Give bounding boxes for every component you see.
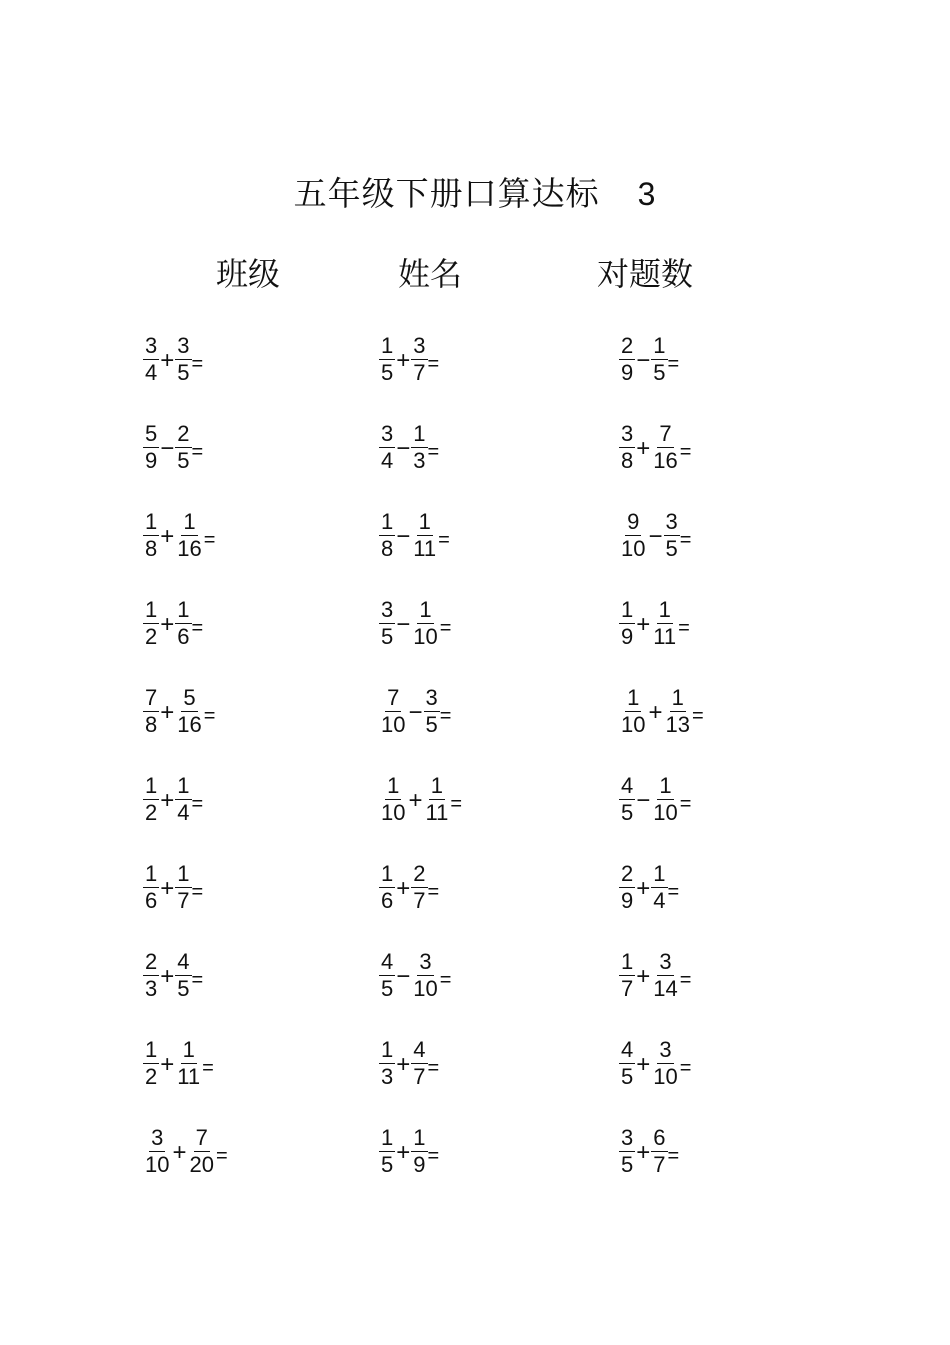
left-fraction xyxy=(379,509,395,562)
left-fraction xyxy=(143,949,159,1002)
right-fraction xyxy=(651,421,679,474)
left-denominator: 3 xyxy=(145,976,158,1001)
equals-sign: = xyxy=(427,441,440,463)
left-denominator: 6 xyxy=(381,888,394,913)
left-fraction xyxy=(379,685,407,738)
right-fraction xyxy=(651,1037,679,1090)
right-fraction xyxy=(651,861,667,914)
right-fraction xyxy=(651,597,678,650)
problem-c2-r2 xyxy=(379,421,439,474)
left-denominator: 5 xyxy=(381,1152,394,1177)
right-fraction xyxy=(411,949,439,1002)
equals-sign: = xyxy=(679,969,692,991)
right-numerator: 3 xyxy=(419,949,432,974)
right-denominator: 7 xyxy=(653,1152,666,1177)
operator: + xyxy=(172,1138,187,1166)
left-fraction xyxy=(379,949,395,1002)
left-numerator: 7 xyxy=(387,685,400,710)
right-fraction xyxy=(175,685,203,738)
right-denominator: 3 xyxy=(413,448,426,473)
left-numerator: 1 xyxy=(627,685,640,710)
left-numerator: 1 xyxy=(145,509,158,534)
right-denominator: 20 xyxy=(189,1152,214,1177)
operator: − xyxy=(396,522,411,550)
problem-c2-r3 xyxy=(379,509,450,562)
right-fraction xyxy=(175,773,191,826)
equals-sign: = xyxy=(427,881,440,903)
left-fraction xyxy=(619,1037,635,1090)
equals-sign: = xyxy=(191,881,204,903)
right-fraction xyxy=(175,333,191,386)
equals-sign: = xyxy=(427,1057,440,1079)
right-numerator: 1 xyxy=(653,861,666,886)
problem-c1-r7 xyxy=(143,861,203,914)
operator: + xyxy=(636,962,651,990)
left-fraction xyxy=(379,597,395,650)
right-numerator: 1 xyxy=(430,773,444,798)
left-denominator: 5 xyxy=(621,800,634,825)
operator: + xyxy=(160,874,175,902)
left-denominator: 10 xyxy=(621,712,646,737)
operator: + xyxy=(396,1138,411,1166)
operator: + xyxy=(648,698,663,726)
left-numerator: 1 xyxy=(381,861,394,886)
left-numerator: 4 xyxy=(381,949,394,974)
left-numerator: 1 xyxy=(145,773,158,798)
equals-sign: = xyxy=(679,441,692,463)
left-numerator: 1 xyxy=(381,1125,394,1150)
equals-sign: = xyxy=(191,353,204,375)
problem-c2-r8 xyxy=(379,949,451,1002)
right-numerator: 1 xyxy=(659,773,672,798)
left-fraction xyxy=(619,773,635,826)
left-numerator: 2 xyxy=(621,861,634,886)
right-denominator: 14 xyxy=(653,976,678,1001)
left-numerator: 1 xyxy=(387,773,400,798)
left-numerator: 1 xyxy=(145,597,158,622)
left-fraction xyxy=(143,509,159,562)
operator: + xyxy=(408,786,423,814)
right-fraction xyxy=(411,861,427,914)
left-numerator: 1 xyxy=(145,861,158,886)
left-numerator: 2 xyxy=(621,333,634,358)
left-numerator: 4 xyxy=(621,773,634,798)
left-denominator: 7 xyxy=(621,976,634,1001)
right-denominator: 10 xyxy=(653,1064,678,1089)
problem-c3-r2 xyxy=(619,421,691,474)
problem-c2-r5 xyxy=(379,685,451,738)
problem-c1-r1 xyxy=(143,333,203,386)
right-denominator: 10 xyxy=(413,976,438,1001)
equals-sign: = xyxy=(667,353,680,375)
right-fraction xyxy=(651,333,667,386)
operator: − xyxy=(636,346,651,374)
left-denominator: 5 xyxy=(381,360,394,385)
left-fraction xyxy=(379,861,395,914)
problem-c2-r10 xyxy=(379,1125,439,1178)
class-label: 班级 xyxy=(216,255,281,293)
operator: − xyxy=(648,522,663,550)
problem-c2-r9 xyxy=(379,1037,439,1090)
left-numerator: 3 xyxy=(145,333,158,358)
right-fraction xyxy=(424,773,451,826)
problem-c1-r6 xyxy=(143,773,203,826)
problem-c2-r6 xyxy=(379,773,462,826)
equals-sign: = xyxy=(667,1145,680,1167)
right-numerator: 4 xyxy=(413,1037,426,1062)
left-fraction xyxy=(619,421,635,474)
problem-c2-r1 xyxy=(379,333,439,386)
left-denominator: 9 xyxy=(621,360,634,385)
left-numerator: 3 xyxy=(381,597,394,622)
operator: − xyxy=(160,434,175,462)
operator: + xyxy=(160,1050,175,1078)
right-denominator: 16 xyxy=(177,536,202,561)
left-denominator: 10 xyxy=(145,1152,170,1177)
right-fraction xyxy=(651,1125,667,1178)
left-numerator: 1 xyxy=(621,597,634,622)
equals-sign: = xyxy=(679,793,692,815)
right-numerator: 1 xyxy=(182,1037,195,1062)
right-denominator: 10 xyxy=(653,800,678,825)
left-fraction xyxy=(379,333,395,386)
right-numerator: 7 xyxy=(659,421,672,446)
problem-c3-r7 xyxy=(619,861,679,914)
problem-c2-r7 xyxy=(379,861,439,914)
equals-sign: = xyxy=(191,441,204,463)
left-numerator: 4 xyxy=(621,1037,634,1062)
left-denominator: 8 xyxy=(381,536,394,561)
right-denominator: 11 xyxy=(653,624,677,649)
right-denominator: 11 xyxy=(177,1064,201,1089)
equals-sign: = xyxy=(427,1145,440,1167)
right-numerator: 2 xyxy=(177,421,190,446)
right-denominator: 10 xyxy=(413,624,438,649)
left-denominator: 5 xyxy=(621,1064,634,1089)
left-fraction xyxy=(619,685,647,738)
right-denominator: 16 xyxy=(653,448,678,473)
left-numerator: 1 xyxy=(381,1037,394,1062)
right-denominator: 11 xyxy=(425,800,449,825)
equals-sign: = xyxy=(191,793,204,815)
left-denominator: 10 xyxy=(621,536,646,561)
right-denominator: 5 xyxy=(177,360,190,385)
equals-sign: = xyxy=(439,617,452,639)
left-denominator: 8 xyxy=(145,536,158,561)
right-fraction xyxy=(175,509,203,562)
left-denominator: 2 xyxy=(145,624,158,649)
right-numerator: 1 xyxy=(413,1125,426,1150)
right-numerator: 5 xyxy=(183,685,196,710)
right-numerator: 3 xyxy=(177,333,190,358)
right-numerator: 4 xyxy=(177,949,190,974)
right-denominator: 13 xyxy=(665,712,690,737)
right-denominator: 5 xyxy=(665,536,678,561)
right-numerator: 3 xyxy=(659,1037,672,1062)
left-denominator: 10 xyxy=(381,712,406,737)
right-fraction xyxy=(411,509,438,562)
operator: − xyxy=(396,962,411,990)
right-numerator: 1 xyxy=(658,597,671,622)
equals-sign: = xyxy=(667,881,680,903)
operator: + xyxy=(396,1050,411,1078)
left-fraction xyxy=(379,1037,395,1090)
right-denominator: 5 xyxy=(653,360,666,385)
operator: + xyxy=(160,962,175,990)
left-numerator: 3 xyxy=(381,421,394,446)
equals-sign: = xyxy=(439,969,452,991)
equals-sign: = xyxy=(191,969,204,991)
right-numerator: 3 xyxy=(413,333,426,358)
right-numerator: 1 xyxy=(653,333,666,358)
left-fraction xyxy=(143,333,159,386)
left-numerator: 3 xyxy=(621,1125,634,1150)
problem-c3-r6 xyxy=(619,773,691,826)
left-denominator: 10 xyxy=(381,800,406,825)
right-denominator: 5 xyxy=(177,448,190,473)
right-fraction xyxy=(651,949,679,1002)
left-denominator: 5 xyxy=(621,1152,634,1177)
left-denominator: 3 xyxy=(381,1064,394,1089)
right-denominator: 16 xyxy=(177,712,202,737)
right-numerator: 1 xyxy=(418,509,431,534)
left-fraction xyxy=(143,1037,159,1090)
right-denominator: 5 xyxy=(425,712,438,737)
right-numerator: 2 xyxy=(413,861,426,886)
right-numerator: 3 xyxy=(665,509,678,534)
right-fraction xyxy=(175,597,191,650)
right-fraction xyxy=(651,773,679,826)
equals-sign: = xyxy=(679,529,692,551)
left-numerator: 3 xyxy=(151,1125,164,1150)
right-denominator: 7 xyxy=(413,1064,426,1089)
equals-sign: = xyxy=(191,617,204,639)
right-fraction xyxy=(411,421,427,474)
right-fraction xyxy=(411,597,439,650)
left-numerator: 7 xyxy=(145,685,158,710)
left-denominator: 6 xyxy=(145,888,158,913)
right-numerator: 1 xyxy=(183,509,196,534)
equals-sign: = xyxy=(439,705,452,727)
left-fraction xyxy=(619,509,647,562)
equals-sign: = xyxy=(678,617,690,639)
problem-c1-r5 xyxy=(143,685,215,738)
operator: − xyxy=(636,786,651,814)
right-numerator: 3 xyxy=(659,949,672,974)
right-numerator: 6 xyxy=(653,1125,666,1150)
right-denominator: 7 xyxy=(413,888,426,913)
operator: + xyxy=(396,346,411,374)
problem-c1-r8 xyxy=(143,949,203,1002)
problem-c1-r9 xyxy=(143,1037,214,1090)
operator: + xyxy=(160,522,175,550)
right-fraction xyxy=(411,1125,427,1178)
right-numerator: 1 xyxy=(177,773,190,798)
problem-c3-r8 xyxy=(619,949,691,1002)
left-denominator: 2 xyxy=(145,1064,158,1089)
problem-c1-r4 xyxy=(143,597,203,650)
operator: + xyxy=(636,874,651,902)
page-title xyxy=(0,168,950,215)
equals-sign: = xyxy=(679,1057,692,1079)
left-denominator: 9 xyxy=(145,448,158,473)
left-fraction xyxy=(143,597,159,650)
left-fraction xyxy=(379,1125,395,1178)
problem-c3-r10 xyxy=(619,1125,679,1178)
right-fraction xyxy=(175,421,191,474)
operator: − xyxy=(396,610,411,638)
problem-c3-r5 xyxy=(619,685,704,738)
right-denominator: 11 xyxy=(413,536,437,561)
left-denominator: 2 xyxy=(145,800,158,825)
right-fraction xyxy=(664,509,680,562)
operator: + xyxy=(636,610,651,638)
left-fraction xyxy=(143,1125,171,1178)
left-denominator: 5 xyxy=(381,624,394,649)
right-numerator: 1 xyxy=(177,861,190,886)
right-denominator: 5 xyxy=(177,976,190,1001)
right-denominator: 9 xyxy=(413,1152,426,1177)
operator: + xyxy=(160,698,175,726)
right-fraction xyxy=(664,685,692,738)
operator: + xyxy=(160,786,175,814)
right-numerator: 1 xyxy=(671,685,684,710)
right-fraction xyxy=(175,949,191,1002)
right-fraction xyxy=(411,1037,427,1090)
right-numerator: 1 xyxy=(413,421,426,446)
equals-sign: = xyxy=(691,705,704,727)
problem-c1-r2 xyxy=(143,421,203,474)
operator: + xyxy=(160,346,175,374)
left-numerator: 1 xyxy=(381,509,394,534)
left-fraction xyxy=(619,949,635,1002)
right-denominator: 4 xyxy=(653,888,666,913)
left-numerator: 5 xyxy=(145,421,158,446)
left-denominator: 9 xyxy=(621,624,634,649)
equals-sign: = xyxy=(202,1057,214,1079)
operator: + xyxy=(160,610,175,638)
left-numerator: 9 xyxy=(627,509,640,534)
right-numerator: 3 xyxy=(425,685,438,710)
left-denominator: 8 xyxy=(145,712,158,737)
left-fraction xyxy=(379,421,395,474)
left-numerator: 2 xyxy=(145,949,158,974)
operator: + xyxy=(636,434,651,462)
left-fraction xyxy=(379,773,407,826)
left-fraction xyxy=(143,861,159,914)
name-label: 姓名 xyxy=(398,255,463,293)
left-denominator: 9 xyxy=(621,888,634,913)
equals-sign: = xyxy=(438,529,450,551)
left-denominator: 4 xyxy=(145,360,158,385)
operator: − xyxy=(408,698,423,726)
problem-c3-r4 xyxy=(619,597,690,650)
left-fraction xyxy=(143,685,159,738)
left-fraction xyxy=(619,333,635,386)
left-numerator: 1 xyxy=(621,949,634,974)
left-fraction xyxy=(143,421,159,474)
left-fraction xyxy=(619,597,635,650)
right-fraction xyxy=(188,1125,216,1178)
problem-c1-r3 xyxy=(143,509,215,562)
right-fraction xyxy=(411,333,427,386)
right-fraction xyxy=(175,1037,202,1090)
left-denominator: 8 xyxy=(621,448,634,473)
right-numerator: 1 xyxy=(419,597,432,622)
equals-sign: = xyxy=(450,793,463,815)
operator: + xyxy=(396,874,411,902)
left-denominator: 5 xyxy=(381,976,394,1001)
right-numerator: 7 xyxy=(195,1125,208,1150)
equals-sign: = xyxy=(427,353,440,375)
equals-sign: = xyxy=(203,705,216,727)
problem-c3-r1 xyxy=(619,333,679,386)
problem-c3-r3 xyxy=(619,509,691,562)
right-denominator: 6 xyxy=(177,624,190,649)
left-numerator: 3 xyxy=(621,421,634,446)
problem-c3-r9 xyxy=(619,1037,691,1090)
operator: − xyxy=(396,434,411,462)
title-text: 五年级下册口算达标 xyxy=(293,174,600,213)
problem-c1-r10 xyxy=(143,1125,228,1178)
operator: + xyxy=(636,1050,651,1078)
score-label: 对题数 xyxy=(597,255,694,293)
right-fraction xyxy=(175,861,191,914)
right-denominator: 7 xyxy=(413,360,426,385)
left-fraction xyxy=(143,773,159,826)
right-denominator: 7 xyxy=(177,888,190,913)
left-fraction xyxy=(619,1125,635,1178)
right-denominator: 4 xyxy=(177,800,190,825)
title-number: 3 xyxy=(637,176,657,212)
left-numerator: 1 xyxy=(145,1037,158,1062)
right-fraction xyxy=(424,685,440,738)
problem-c2-r4 xyxy=(379,597,451,650)
equals-sign: = xyxy=(215,1145,228,1167)
left-fraction xyxy=(619,861,635,914)
equals-sign: = xyxy=(203,529,216,551)
operator: + xyxy=(636,1138,651,1166)
left-numerator: 1 xyxy=(381,333,394,358)
right-numerator: 1 xyxy=(177,597,190,622)
left-denominator: 4 xyxy=(381,448,394,473)
